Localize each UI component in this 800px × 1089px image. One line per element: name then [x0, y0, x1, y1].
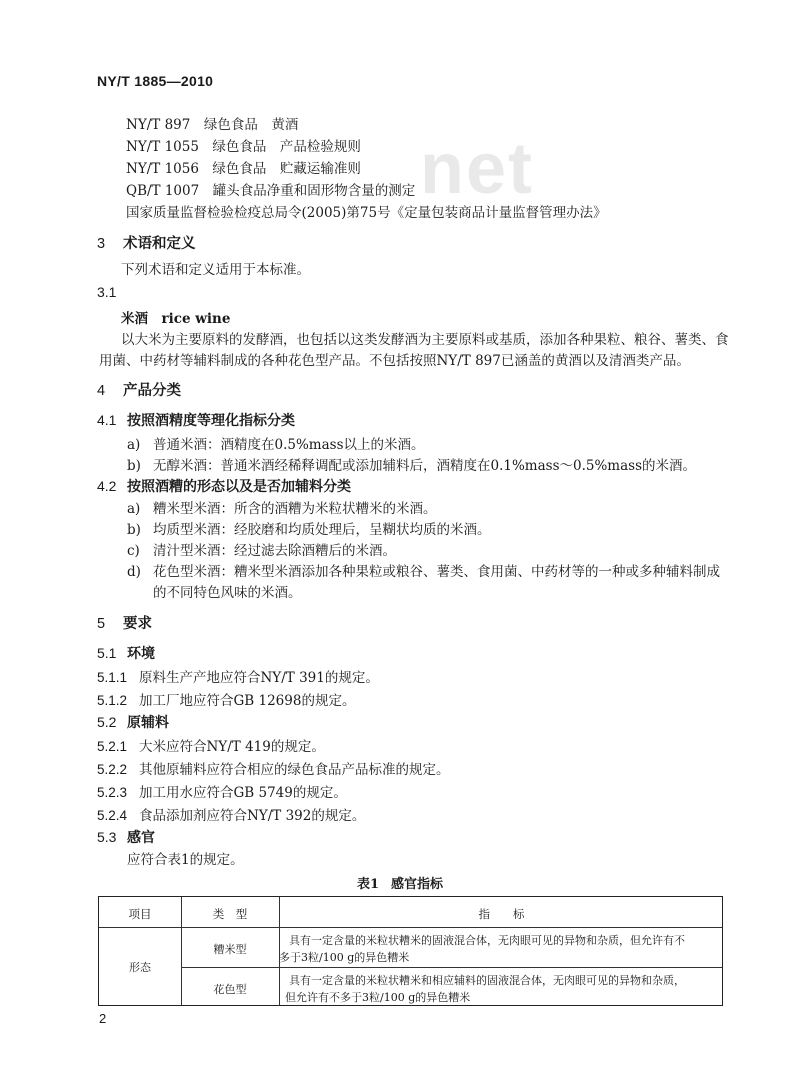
subsection-title: 环境: [127, 646, 155, 662]
table-caption-title: 感官指标: [391, 877, 444, 892]
list-label: b): [127, 522, 141, 538]
list-label: b): [127, 458, 141, 474]
list-item: [127, 518, 491, 538]
list-item: [127, 497, 437, 517]
reference-item: QB/T 1007 罐头食品净重和固形物含量的测定: [126, 183, 416, 199]
subsection-number-text: 3.1: [97, 284, 117, 300]
list-label: a): [127, 437, 141, 453]
section-heading: [97, 612, 152, 633]
list-label: d): [127, 564, 141, 580]
subsection-number: 5.1: [97, 645, 117, 661]
clause-text: 加工厂地应符合GB 12698的规定。: [139, 693, 356, 709]
clause: [97, 804, 365, 824]
table-cell-index: 具有一定含量的米粒状糟米的固液混合体，无肉眼可见的异物和杂质，但允许有不: [289, 934, 685, 947]
section-title: 要求: [123, 615, 152, 632]
clause: [97, 758, 450, 778]
term-title: 米酒 rice wine: [121, 311, 231, 327]
list-text: 糟米型米酒：所含的酒糟为米粒状糟米的米酒。: [153, 501, 437, 517]
table-header-divider: [99, 927, 722, 928]
section-number: 3: [97, 236, 106, 252]
list-item: [127, 539, 396, 559]
list-text: 普通米酒：酒精度在0.5%mass以上的米酒。: [153, 437, 425, 453]
table-cell-item: 形态: [129, 961, 151, 974]
subsection-title: 感官: [127, 830, 155, 846]
section-heading: [97, 232, 196, 253]
subsection-heading: [97, 476, 351, 496]
clause-text: 原料生产产地应符合NY/T 391的规定。: [139, 670, 379, 686]
table-header-index: 指 标: [478, 907, 525, 921]
clause-number: 5.1.1: [97, 670, 128, 685]
table-cell-index: 多于3粒/100 g的异色糟米: [279, 951, 410, 964]
table-header-type: 类 型: [212, 907, 248, 921]
section-title: 产品分类: [123, 382, 181, 399]
table-cell-type: 糟米型: [213, 943, 247, 956]
clause-text: 食品添加剂应符合NY/T 392的规定。: [139, 808, 366, 824]
clause: [97, 781, 347, 801]
subsection-title: 原辅料: [127, 715, 169, 731]
reference-item: NY/T 1056 绿色食品 贮藏运输准则: [126, 161, 361, 177]
section-heading: [97, 379, 181, 400]
subsection-heading: [97, 827, 155, 847]
list-text: 花色型米酒：糟米型米酒添加各种果粒或粮谷、薯类、食用菌、中药材等的一种或多种辅料制成: [153, 564, 720, 580]
list-label: c): [127, 543, 140, 559]
clause-text: 大米应符合NY/T 419的规定。: [139, 739, 325, 755]
list-label: a): [127, 501, 141, 517]
page-number: 2: [99, 1011, 107, 1026]
term-definition: 用菌、中药材等辅料制成的各种花色型产品。不包括按照NY/T 897已涵盖的黄酒以及清酒类产品。: [99, 353, 690, 369]
subsection-number: 4.1: [97, 412, 117, 428]
clause: [97, 735, 325, 755]
clause: [97, 689, 355, 709]
table-caption: [0, 873, 800, 892]
list-text: 均质型米酒：经胶磨和均质处理后，呈糊状均质的米酒。: [153, 522, 491, 538]
section-title: 术语和定义: [123, 235, 196, 252]
clause: [97, 666, 379, 686]
section-number: 4: [97, 383, 106, 399]
paragraph: 下列术语和定义适用于本标准。: [121, 262, 310, 278]
subsection-title: 按照酒糟的形态以及是否加辅料分类: [127, 479, 351, 495]
clause-number: 5.1.2: [97, 693, 128, 708]
subsection-heading: [97, 712, 169, 732]
list-item: [127, 433, 425, 453]
table-header-item: 项目: [128, 907, 152, 921]
paragraph: 应符合表1的规定。: [127, 852, 244, 868]
watermark: net: [420, 129, 534, 209]
reference-item: NY/T 897 绿色食品 黄酒: [126, 117, 299, 133]
reference-item: 国家质量监督检验检疫总局令(2005)第75号《定量包装商品计量监督管理办法》: [126, 205, 607, 221]
list-item-continuation: 的不同特色风味的米酒。: [153, 585, 302, 601]
document-header: NY/T 1885—2010: [97, 73, 214, 89]
subsection-heading: [97, 410, 295, 430]
sensory-table: [98, 896, 723, 1006]
subsection-number: 4.2: [97, 478, 117, 494]
table-cell-type: 花色型: [213, 983, 247, 996]
list-item: [127, 454, 696, 474]
clause-text: 其他原辅料应符合相应的绿色食品产品标准的规定。: [139, 762, 450, 778]
clause-number: 5.2.2: [97, 762, 128, 777]
clause-text: 加工用水应符合GB 5749的规定。: [139, 785, 347, 801]
term-definition: 以大米为主要原料的发酵酒，也包括以这类发酵酒为主要原料或基质，添加各种果粒、粮谷、薯类、食: [121, 332, 729, 348]
subsection-heading: [97, 643, 155, 663]
subsection-number: 5.3: [97, 829, 117, 845]
clause-number: 5.2.4: [97, 808, 128, 823]
subsection-title: 按照酒精度等理化指标分类: [127, 413, 295, 429]
list-text: 无醇米酒：普通米酒经稀释调配或添加辅料后，酒精度在0.1%mass～0.5%mass的米酒。: [153, 458, 697, 474]
list-item: [127, 560, 720, 580]
table-row-divider: [181, 967, 722, 968]
subsection-number: [97, 284, 127, 301]
list-text: 清汁型米酒：经过滤去除酒糟后的米酒。: [153, 543, 396, 559]
table-cell-index: 但允许有不多于3粒/100 g的异色糟米: [285, 991, 471, 1004]
clause-number: 5.2.1: [97, 739, 128, 754]
table-caption-number: 表1: [356, 877, 380, 892]
reference-item: NY/T 1055 绿色食品 产品检验规则: [126, 139, 361, 155]
section-number: 5: [97, 616, 106, 632]
table-cell-index: 具有一定含量的米粒状糟米和相应辅料的固液混合体，无肉眼可见的异物和杂质，: [289, 974, 685, 987]
subsection-number: 5.2: [97, 714, 117, 730]
clause-number: 5.2.3: [97, 785, 128, 800]
